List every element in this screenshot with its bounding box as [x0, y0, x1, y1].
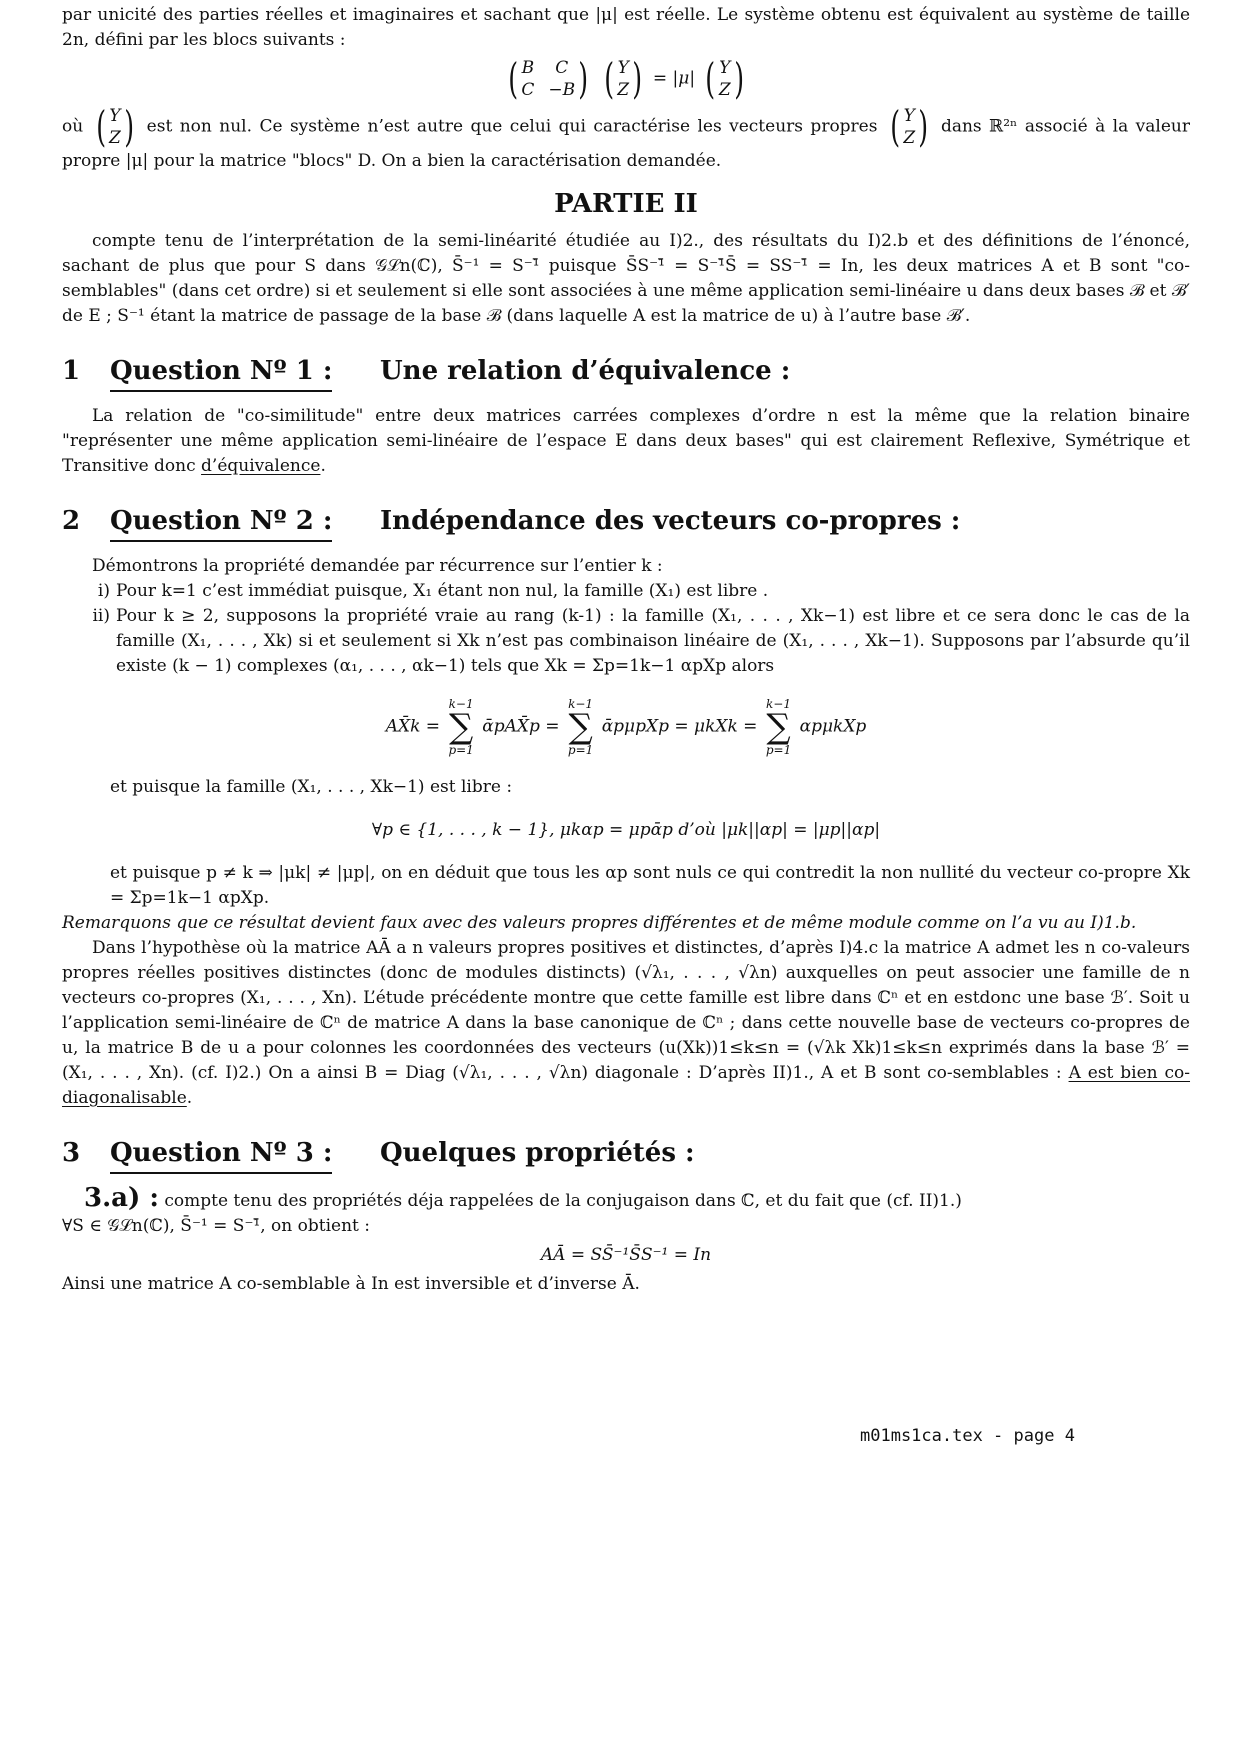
matrix-cell: C: [555, 58, 569, 78]
vector-cell: Y: [617, 58, 629, 78]
partie-paragraph: compte tenu de l’interprétation de la semi-linéarité étudiée au I)2., des résultats du I)2.b et des définitions de l’énoncé, sachant de plus que pour S dans 𝒢ℒn(ℂ), S̄⁻¹ = S⁻¹̄ puisque S̄S⁻¹̄ = S⁻¹̄S̄ = SS⁻¹̄ = In, les deux matrices A et B sont "co-semblables" (dans cet ordre) si et seulement si elle sont associées à une même application semi-linéaire u dans deux bases ℬ et ℬ′ de E ; S⁻¹ étant la matrice de passage de la base ℬ (dans laquelle A est la matrice de u) à l’autre base ℬ′.: [62, 231, 1190, 326]
block-matrix: ( B C C −B ): [508, 54, 589, 103]
vector-cell: Z: [617, 80, 630, 100]
q2-lead: Démontrons la propriété demandée par récurrence sur l’entier k :: [92, 556, 663, 576]
q2-remark: Remarquons que ce résultat devient faux avec des valeurs propres différentes et de même module comme on l’a vu au I)1.b.: [62, 913, 1137, 933]
matrix-cell: B: [521, 58, 535, 78]
vector-cell: Y: [719, 58, 731, 78]
section-heading-q2: [62, 506, 1190, 536]
matrix-cell: −B: [548, 80, 576, 100]
q2-conclusion: A est bien co-diagonalisable: [62, 1063, 1191, 1108]
section-heading-q3: [62, 1138, 1190, 1168]
q3a-line2: ∀S ∈ 𝒢ℒn(ℂ), S̄⁻¹ = S⁻¹̄, on obtient :: [62, 1216, 370, 1236]
list-item-i: [62, 579, 1190, 604]
vector-cell: Z: [718, 80, 731, 100]
q1-conclusion: d’équivalence: [201, 456, 321, 476]
vector-yz: ( Y Z ): [604, 54, 643, 103]
list-text: Pour k=1 c’est immédiat puisque, X₁ étant non nul, la famille (X₁) est libre .: [116, 581, 769, 601]
list-label: ii): [92, 606, 110, 626]
q2-after: et puisque p ≠ k ⇒ |μk| ≠ |μp|, on en déduit que tous les αp sont nuls ce qui contredit la non nullité du vecteur co-propre Xk = Σp=1k−1 αpXp.: [110, 863, 1190, 908]
section-heading-q1: [62, 356, 1190, 386]
q2-mid: et puisque la famille (X₁, . . . , Xk−1) est libre :: [110, 777, 513, 797]
vector-yz-inline: ( Y Z ): [95, 102, 134, 151]
equals-mu: = |μ|: [652, 68, 696, 89]
list-label: i): [97, 581, 110, 601]
vector-yz-inline-2: ( Y Z ): [890, 102, 929, 151]
section-number: 2: [62, 506, 81, 536]
vector-yz-rhs: ( Y Z ): [705, 54, 744, 103]
question-label: Question Nº 1 :: [110, 356, 332, 392]
sum-symbol: k−1 ∑ p=1: [765, 697, 792, 757]
q3a-paragraph: 3.a) : compte tenu des propriétés déja rappelées de la conjugaison dans ℂ, et du fait que (cf. II)1.): [84, 1183, 962, 1213]
matrix-cell: C: [521, 80, 535, 100]
section-title: Indépendance des vecteurs co-propres :: [380, 506, 961, 536]
section-number: 3: [62, 1138, 81, 1168]
question-label: Question Nº 2 :: [110, 506, 332, 542]
page-footer: m01ms1ca.tex - page 4: [860, 1426, 1075, 1446]
display-equation-forall: ∀p ∈ {1, . . . , k − 1}, μkαp = μpᾱp d’où |μk||αp| = |μp||αp|: [371, 820, 881, 840]
display-equation-sum: AX̄k = k−1 ∑ p=1 ᾱpAX̄p = k−1 ∑ p=1 ᾱpμpXp = μkXk = k−1 ∑ p=1 αpμkXp: [385, 697, 867, 757]
section-number: 1: [62, 356, 81, 386]
intro-paragraph-2: où ( Y Z ) est non nul. Ce système n’est autre que celui qui caractérise les vecteurs propres ( Y Z ) dans ℝ²ⁿ associé à la valeur propre |μ| pour la matrice "blocs" D. On a bien la caractérisation demandée.: [62, 102, 1190, 171]
sum-symbol: k−1 ∑ p=1: [448, 697, 474, 757]
question-label: Question Nº 3 :: [110, 1138, 332, 1174]
section-title: Quelques propriétés :: [380, 1138, 695, 1168]
sum-symbol: k−1 ∑ p=1: [567, 697, 594, 757]
q1-paragraph: La relation de "co-similitude" entre deux matrices carrées complexes d’ordre n est la même que la relation binaire "représenter une même application semi-linéaire de l’espace E dans deux bases" qui est clairement Reflexive, Symétrique et Transitive donc d’équivalence.: [62, 406, 1190, 476]
list-text: Pour k ≥ 2, supposons la propriété vraie au rang (k-1) : la famille (X₁, . . . , Xk−1) est libre et ce sera donc le cas de la famille (X₁, . . . , Xk) si et seulement si Xk n’est pas combinaison linéaire de (X₁, . . . , Xk−1). Supposons par l’absurde qu’il existe (k − 1) complexes (α₁, . . . , αk−1) tels que Xk = Σp=1k−1 αpXp alors: [116, 606, 1190, 676]
display-equation-inverse: AĀ = SS̄⁻¹S̄S⁻¹ = In: [540, 1245, 712, 1265]
intro-paragraph: par unicité des parties réelles et imaginaires et sachant que |μ| est réelle. Le système obtenu est équivalent au système de taille 2n, défini par les blocs suivants :: [62, 5, 1190, 50]
q3-final: Ainsi une matrice A co-semblable à In est inversible et d’inverse Ā.: [62, 1274, 640, 1294]
list-item-ii: [62, 604, 1190, 679]
block-system-equation: [62, 54, 1190, 103]
section-title: Une relation d’équivalence :: [380, 356, 791, 386]
document-body: [62, 3, 1190, 1297]
q2-final-paragraph: Dans l’hypothèse où la matrice AĀ a n valeurs propres positives et distinctes, d’après I)4.c la matrice A admet les n co-valeurs propres réelles positives distinctes (donc de modules distincts) (√λ₁, . . . , √λn) auxquelles on peut associer une famille de n vecteurs co-propres (X₁, . . . , Xn). L’étude précédente montre que cette famille est libre dans ℂⁿ et en estdonc une base ℬ′. Soit u l’application semi-linéaire de ℂⁿ de matrice A dans la base canonique de ℂⁿ ; dans cette nouvelle base de vecteurs co-propres de u, la matrice B de u a pour colonnes les coordonnées des vecteurs (u(Xk))1≤k≤n = (√λk Xk)1≤k≤n exprimés dans la base ℬ′ = (X₁, . . . , Xn). (cf. I)2.) On a ainsi B = Diag (√λ₁, . . . , √λn) diagonale : D’après II)1., A et B sont co-semblables : A est bien co-diagonalisable.: [62, 938, 1191, 1108]
subsection-label: 3.a) :: [84, 1183, 159, 1213]
partie-title: PARTIE II: [554, 189, 698, 219]
